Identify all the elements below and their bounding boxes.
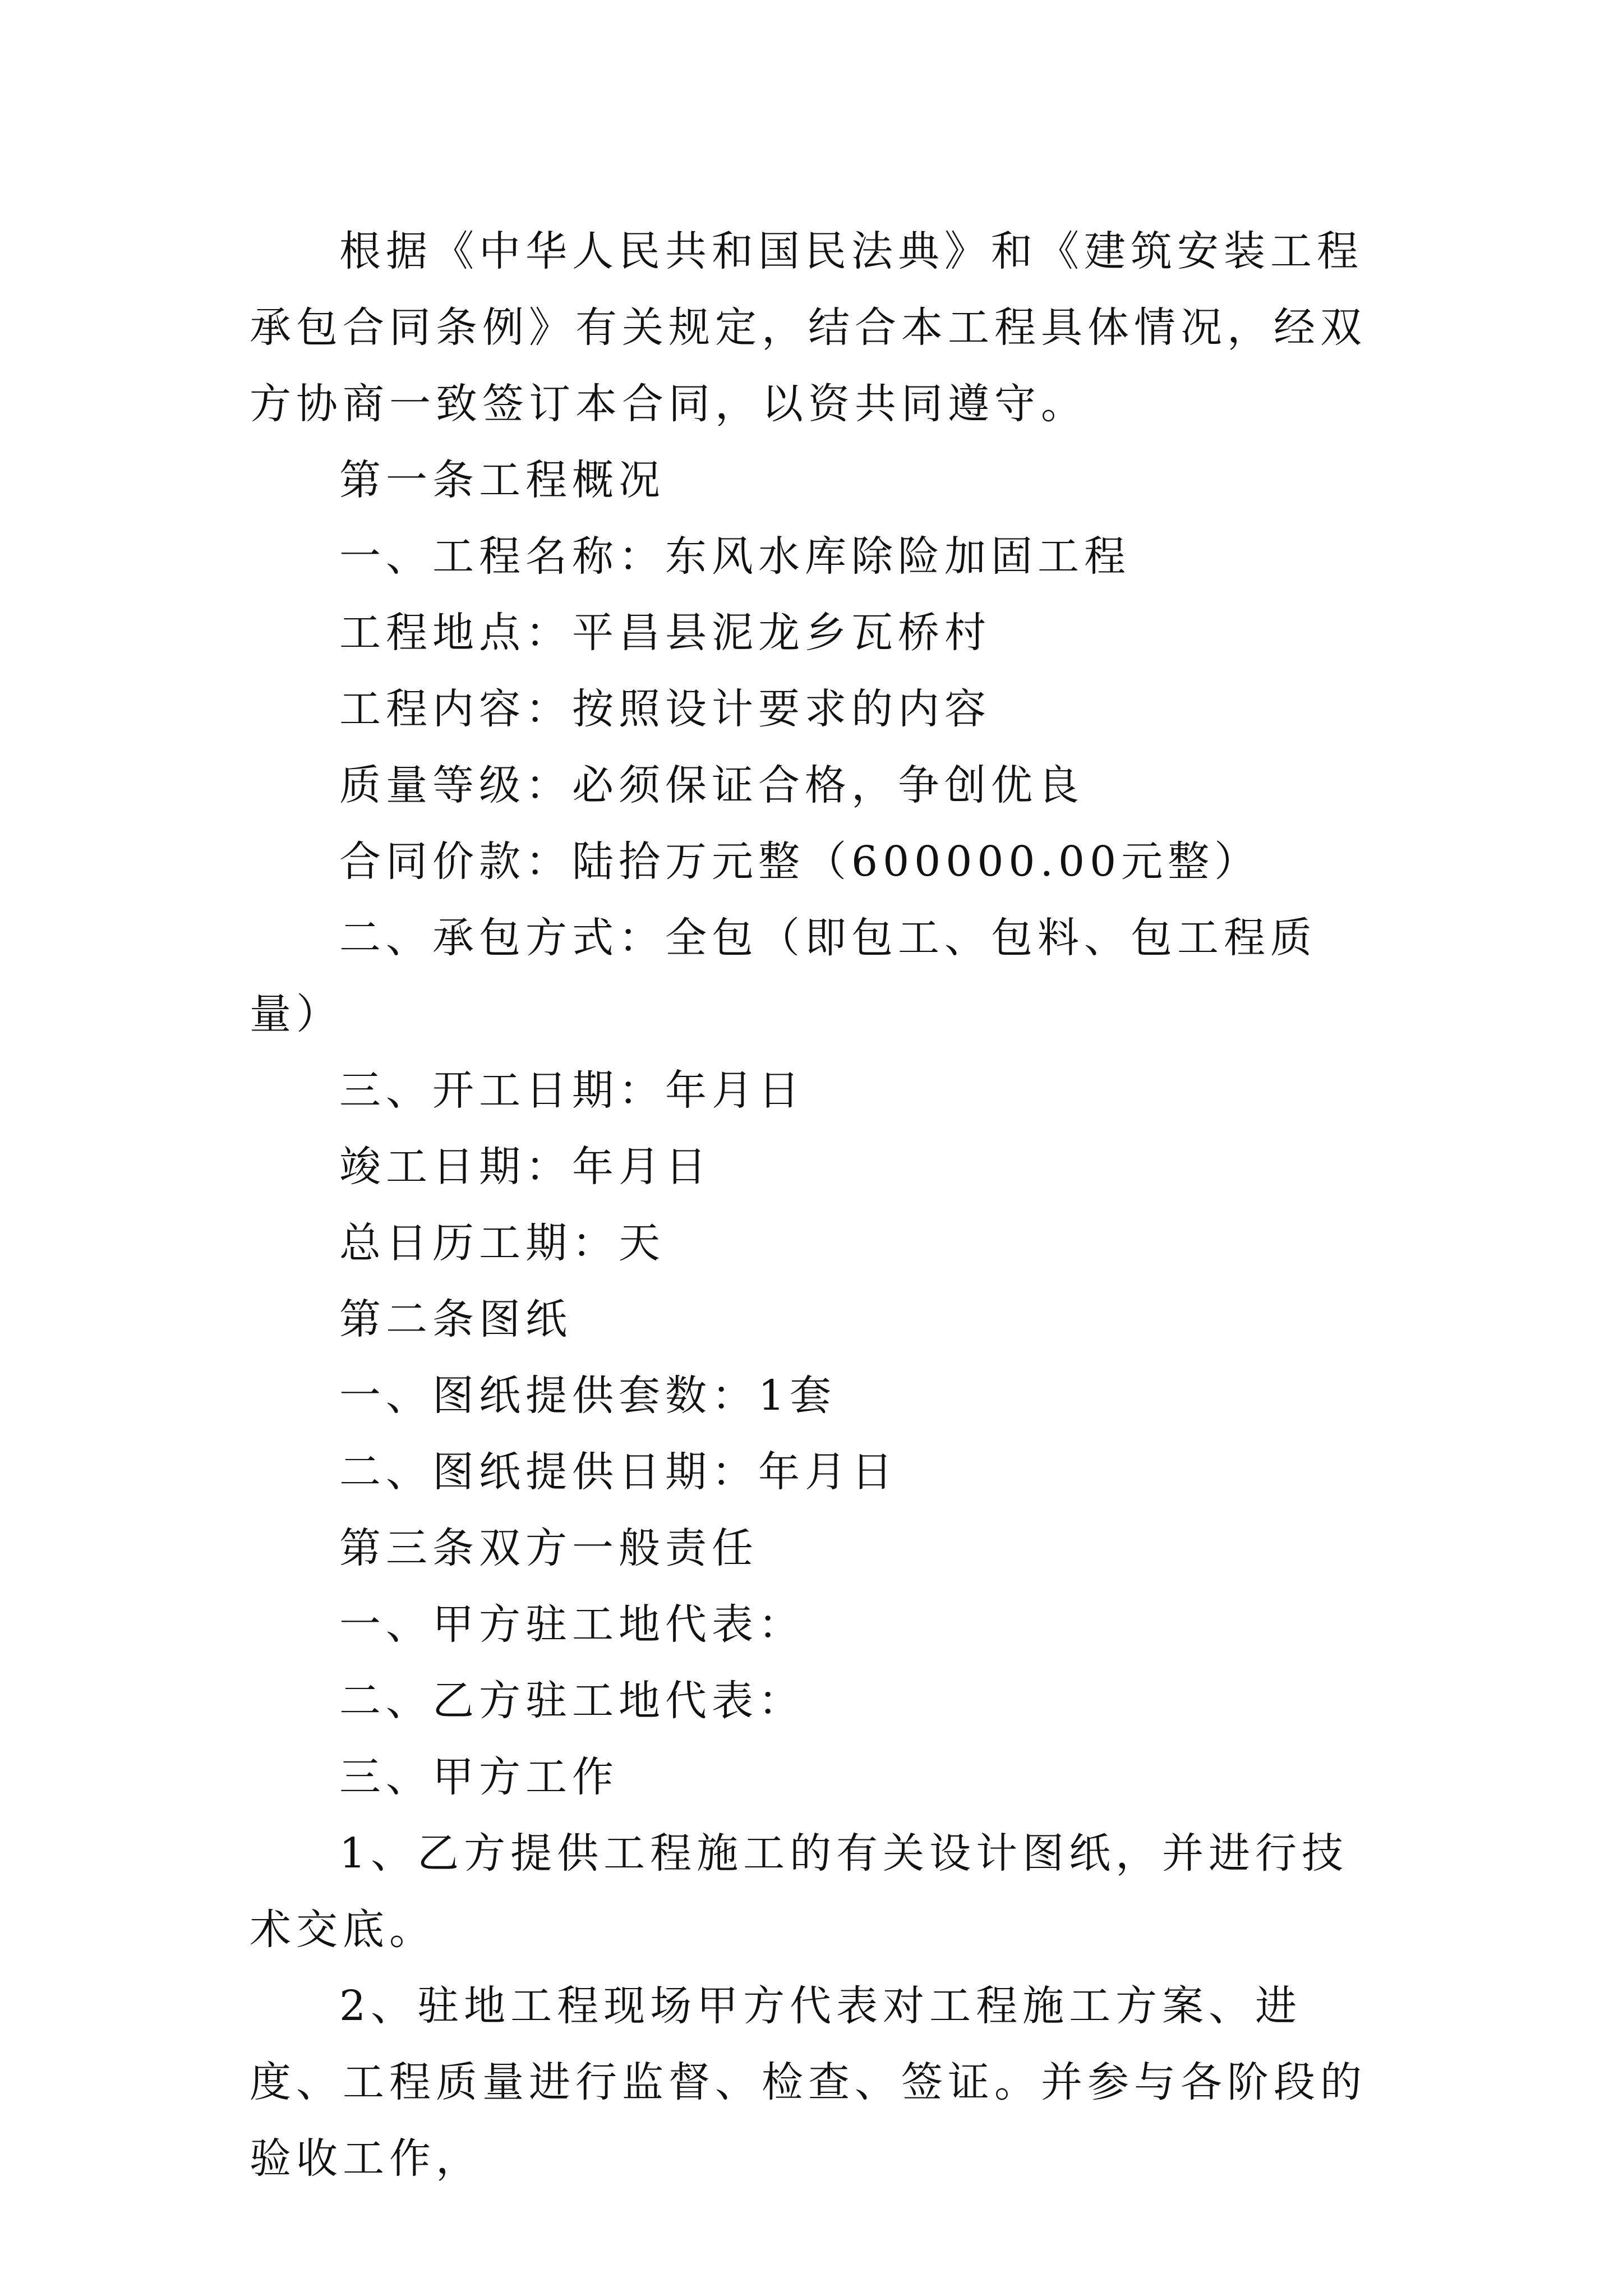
- contract-mode-line: 二、承包方式：全包（即包工、包料、包工程质量）: [250, 914, 1317, 1038]
- contract-body: [250, 213, 1382, 2197]
- start-date-line: 三、开工日期：年月日: [339, 1066, 805, 1115]
- party-b-representative-line: 二、乙方驻工地代表：: [339, 1677, 805, 1725]
- party-a-work-item-1: 1、乙方提供工程施工的有关设计图纸，并进行技术交底。: [250, 1829, 1349, 1954]
- party-a-work-heading: 三、甲方工作: [339, 1753, 619, 1801]
- project-location-line: 工程地点：平昌县泥龙乡瓦桥村: [339, 609, 991, 657]
- drawing-date-line: 二、图纸提供日期：年月日: [339, 1448, 898, 1496]
- heading-article-3: 第三条双方一般责任: [339, 1524, 758, 1572]
- heading-article-1: 第一条工程概况: [339, 456, 665, 504]
- drawing-sets-line: 一、图纸提供套数：1套: [339, 1372, 837, 1420]
- project-content-line: 工程内容：按照设计要求的内容: [339, 685, 991, 733]
- total-duration-line: 总日历工期：天: [339, 1219, 665, 1267]
- paragraph-intro: 根据《中华人民共和国民法典》和《建筑安装工程承包合同条例》有关规定，结合本工程具体情况，经双方协商一致签订本合同，以资共同遵守。: [250, 227, 1367, 428]
- party-a-work-item-2: 2、驻地工程现场甲方代表对工程施工方案、进度、工程质量进行监督、检查、签证。并参与各阶段的验收工作，: [250, 1982, 1367, 2183]
- quality-grade-line: 质量等级：必须保证合格，争创优良: [339, 761, 1084, 809]
- contract-price-line: 合同价款：陆拾万元整（600000.00元整）: [339, 838, 1261, 886]
- completion-date-line: 竣工日期：年月日: [339, 1143, 712, 1191]
- heading-article-2: 第二条图纸: [339, 1295, 572, 1343]
- party-a-representative-line: 一、甲方驻工地代表：: [339, 1600, 805, 1649]
- project-name-line: 一、工程名称：东风水库除险加固工程: [339, 532, 1131, 581]
